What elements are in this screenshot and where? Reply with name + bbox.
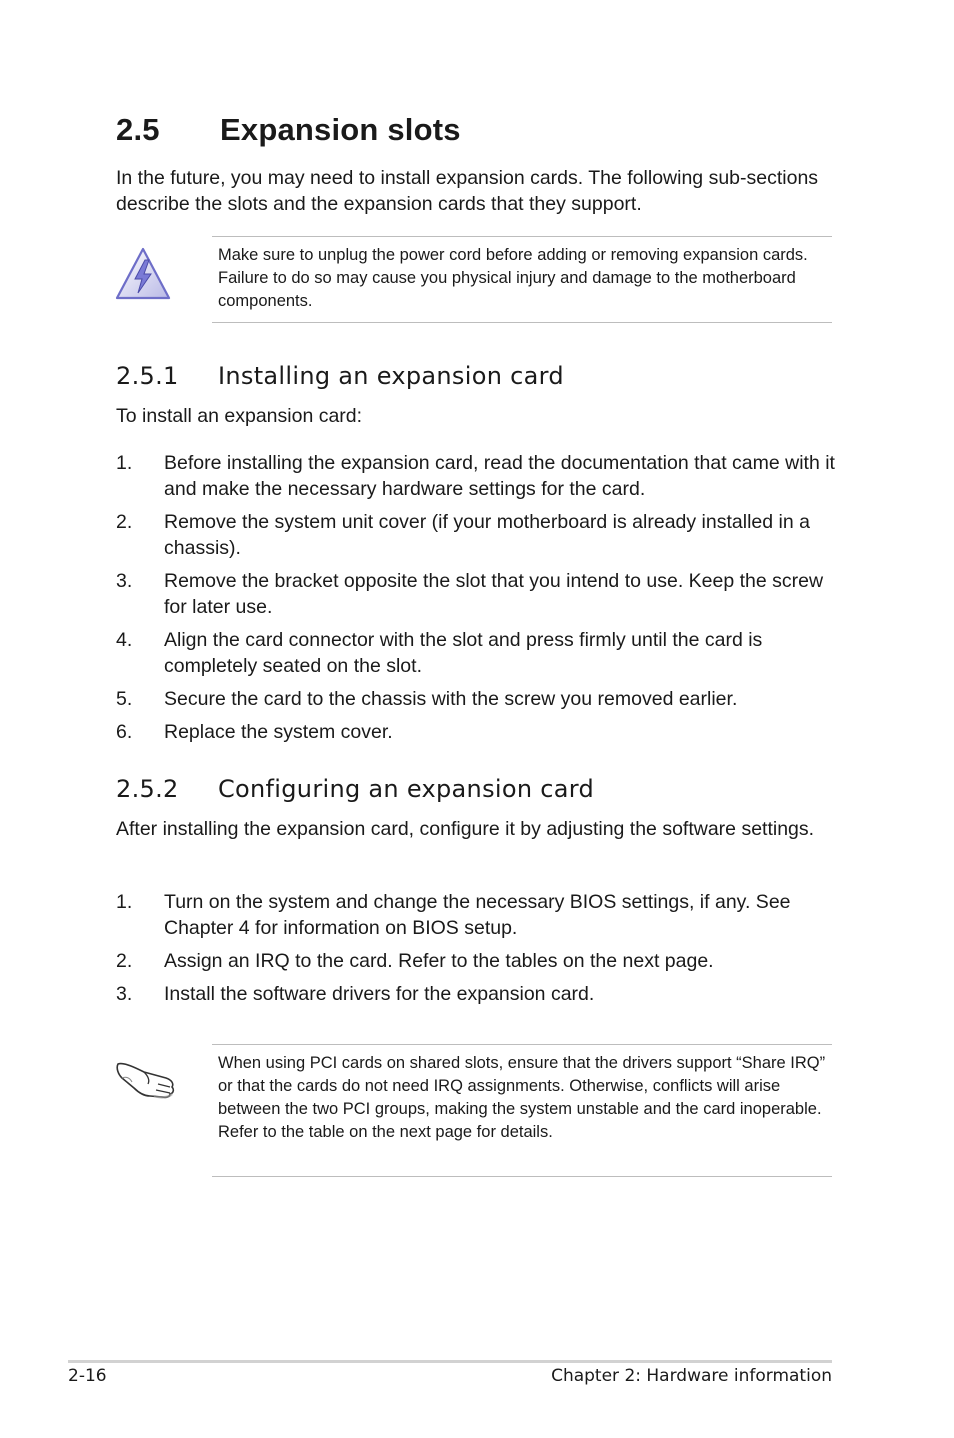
step-text: Replace the system cover. (164, 721, 393, 743)
install-steps (116, 450, 836, 745)
step-text: Turn on the system and change the necessary BIOS settings, if any. See Chapter 4 for information on BIOS setup. (164, 891, 791, 939)
note-text: When using PCI cards on shared slots, ensure that the drivers support “Share IRQ” or that the cards do not need IRQ assignments. Otherwise, conflicts will arise between the two PCI groups, making the system unstable and the card inoperable. Refer to the table on the next page for details. (218, 1054, 826, 1141)
step-number: 1. (116, 891, 133, 913)
pointing-hand-icon (114, 1054, 180, 1100)
list-item (116, 568, 836, 620)
note-bottom-rule (212, 1176, 832, 1177)
configure-lead: After installing the expansion card, configure it by adjusting the software settings. (116, 818, 815, 840)
page-number: 2-16 (68, 1366, 107, 1386)
list-item (116, 686, 836, 712)
subsection-number: 2.5.2 (116, 775, 179, 803)
configure-steps (116, 889, 836, 1007)
list-item (116, 509, 836, 561)
warning-bottom-rule (212, 322, 832, 323)
step-text: Before installing the expansion card, read the documentation that came with it and make the necessary hardware settings for the card. (164, 452, 835, 500)
list-item (116, 889, 836, 941)
step-text: Remove the system unit cover (if your motherboard is already installed in a chassis). (164, 511, 810, 559)
step-number: 2. (116, 511, 133, 533)
step-text: Assign an IRQ to the card. Refer to the tables on the next page. (164, 950, 714, 972)
note-top-rule (212, 1044, 832, 1045)
subsection-title-configure (116, 775, 594, 803)
install-lead: To install an expansion card: (116, 405, 363, 427)
step-number: 5. (116, 688, 133, 710)
section-title (116, 112, 461, 148)
warning-text: Make sure to unplug the power cord before adding or removing expansion cards. Failure to do so may cause you physical injury and damage to the motherboard components. (218, 246, 808, 310)
step-text: Install the software drivers for the expansion card. (164, 983, 595, 1005)
list-item (116, 719, 836, 745)
step-number: 6. (116, 721, 133, 743)
subsection-title-install (116, 362, 564, 390)
section-title-text: Expansion slots (220, 112, 461, 147)
list-item (116, 450, 836, 502)
step-number: 3. (116, 570, 133, 592)
subsection-title-text: Configuring an expansion card (218, 775, 595, 803)
step-number: 2. (116, 950, 133, 972)
list-item (116, 981, 836, 1007)
chapter-label: Chapter 2: Hardware information (551, 1366, 832, 1386)
step-number: 3. (116, 983, 133, 1005)
step-number: 1. (116, 452, 133, 474)
subsection-title-text: Installing an expansion card (218, 362, 564, 390)
step-text: Remove the bracket opposite the slot that you intend to use. Keep the screw for later use. (164, 570, 824, 618)
footer-rule (68, 1360, 832, 1363)
subsection-number: 2.5.1 (116, 362, 179, 390)
step-text: Align the card connector with the slot and press firmly until the card is completely seated on the slot. (164, 629, 763, 677)
step-text: Secure the card to the chassis with the screw you removed earlier. (164, 688, 738, 710)
intro-paragraph: In the future, you may need to install expansion cards. The following sub-sections describe the slots and the expansion cards that they support. (116, 167, 819, 215)
step-number: 4. (116, 629, 133, 651)
section-number: 2.5 (116, 112, 160, 147)
list-item (116, 627, 836, 679)
list-item (116, 948, 836, 974)
warning-lightning-icon (114, 246, 172, 302)
warning-top-rule (212, 236, 832, 237)
